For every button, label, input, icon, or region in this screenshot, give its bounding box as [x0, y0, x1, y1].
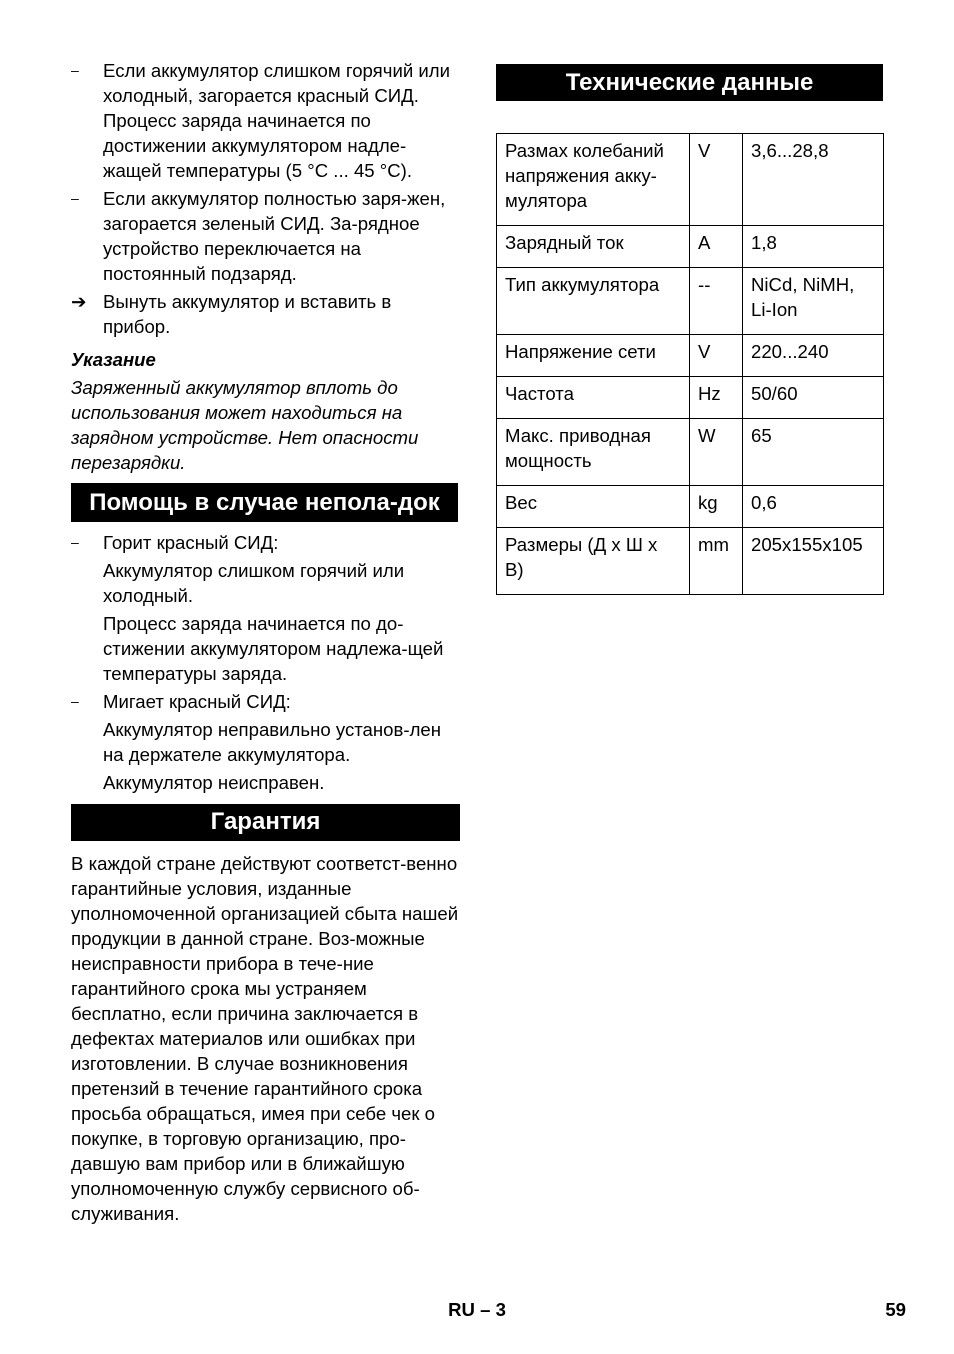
arrow-right-icon: ➔ — [71, 291, 87, 312]
dash-marker: – — [71, 534, 79, 550]
section-heading-warranty: Гарантия — [71, 804, 460, 841]
list-item — [71, 58, 461, 183]
list-item-text: Если аккумулятор полностью заря-жен, загорается зеленый СИД. За-рядное устройство переключается на постоянный подзаряд. — [103, 188, 446, 284]
list-sub-text: Аккумулятор неправильно установ-лен на держателе аккумулятора. — [103, 719, 442, 765]
value-cell: 50/60 — [743, 377, 884, 419]
list-sub-text: Процесс заряда начинается по до-стижении аккумулятором надлежа-щей температуры заряда. — [103, 613, 444, 684]
param-cell: Зарядный ток — [497, 226, 690, 268]
list-item-text: Вынуть аккумулятор и вставить в прибор. — [103, 291, 392, 337]
value-cell: 205x155x105 — [743, 528, 884, 595]
unit-cell: Hz — [690, 377, 743, 419]
param-cell: Размах колебаний напряжения акку-мулятора — [497, 134, 690, 226]
list-item-text: Горит красный СИД: — [103, 532, 279, 553]
unit-cell: mm — [690, 528, 743, 595]
list-sub-text: Аккумулятор неисправен. — [103, 772, 325, 793]
note-text: Заряженный аккумулятор вплоть до использования может находиться на зарядном устройстве. Нет опасности перезарядки. — [71, 377, 419, 473]
unit-cell: A — [690, 226, 743, 268]
right-column — [496, 64, 884, 595]
table-row — [497, 268, 884, 335]
list-sub-text: Аккумулятор слишком горячий или холодный. — [103, 560, 405, 606]
value-cell: 1,8 — [743, 226, 884, 268]
left-column — [71, 58, 461, 1226]
param-cell: Размеры (Д х Ш х В) — [497, 528, 690, 595]
value-cell: 0,6 — [743, 486, 884, 528]
section-heading-technical-data: Технические данные — [496, 64, 883, 101]
list-item — [71, 689, 461, 714]
value-cell: 3,6...28,8 — [743, 134, 884, 226]
value-cell: 220...240 — [743, 335, 884, 377]
unit-cell: V — [690, 335, 743, 377]
table-row — [497, 134, 884, 226]
unit-cell: V — [690, 134, 743, 226]
page-number: 59 — [885, 1299, 906, 1320]
table-row — [497, 486, 884, 528]
table-row — [497, 419, 884, 486]
list-item — [71, 186, 461, 286]
table-row — [497, 335, 884, 377]
param-cell: Вес — [497, 486, 690, 528]
technical-data-table — [496, 133, 884, 595]
dash-marker: – — [71, 190, 79, 206]
list-item — [71, 289, 461, 339]
unit-cell: -- — [690, 268, 743, 335]
list-item-text: Мигает красный СИД: — [103, 691, 291, 712]
param-cell: Макс. приводная мощность — [497, 419, 690, 486]
warranty-paragraph: В каждой стране действуют соответст-венно гарантийные условия, изданные уполномоченной организацией сбыта нашей продукции в данной стране. Воз-можные неисправности прибора в тече-ние гарантийного срока мы устраняем бесплатно, если причина заключается в дефектах материалов или ошибках при изготовлении. В случае возникновения претензий в течение гарантийного срока просьба обращаться, имея при себе чек о покупке, в торговую организацию, про-давшую вам прибор или в ближайшую уполномоченную службу сервисного об-служивания. — [71, 853, 459, 1224]
table-row — [497, 377, 884, 419]
unit-cell: W — [690, 419, 743, 486]
unit-cell: kg — [690, 486, 743, 528]
param-cell: Частота — [497, 377, 690, 419]
dash-marker: – — [71, 62, 79, 78]
table-row — [497, 528, 884, 595]
value-cell: NiCd, NiMH, Li-Ion — [743, 268, 884, 335]
value-cell: 65 — [743, 419, 884, 486]
param-cell: Тип аккумулятора — [497, 268, 690, 335]
dash-marker: – — [71, 693, 79, 709]
note-title: Указание — [71, 349, 156, 370]
table-row — [497, 226, 884, 268]
list-item-text: Если аккумулятор слишком горячий или холодный, загорается красный СИД. Процесс заряда начинается по достижении аккумулятором надле-жащей температуры (5 °C ... 45 °C). — [103, 60, 450, 181]
footer-section-label: RU – 3 — [448, 1299, 506, 1320]
section-heading-troubleshooting: Помощь в случае непола-док — [71, 483, 458, 522]
troubleshooting-list — [71, 530, 461, 795]
param-cell: Напряжение сети — [497, 335, 690, 377]
list-item — [71, 530, 461, 555]
